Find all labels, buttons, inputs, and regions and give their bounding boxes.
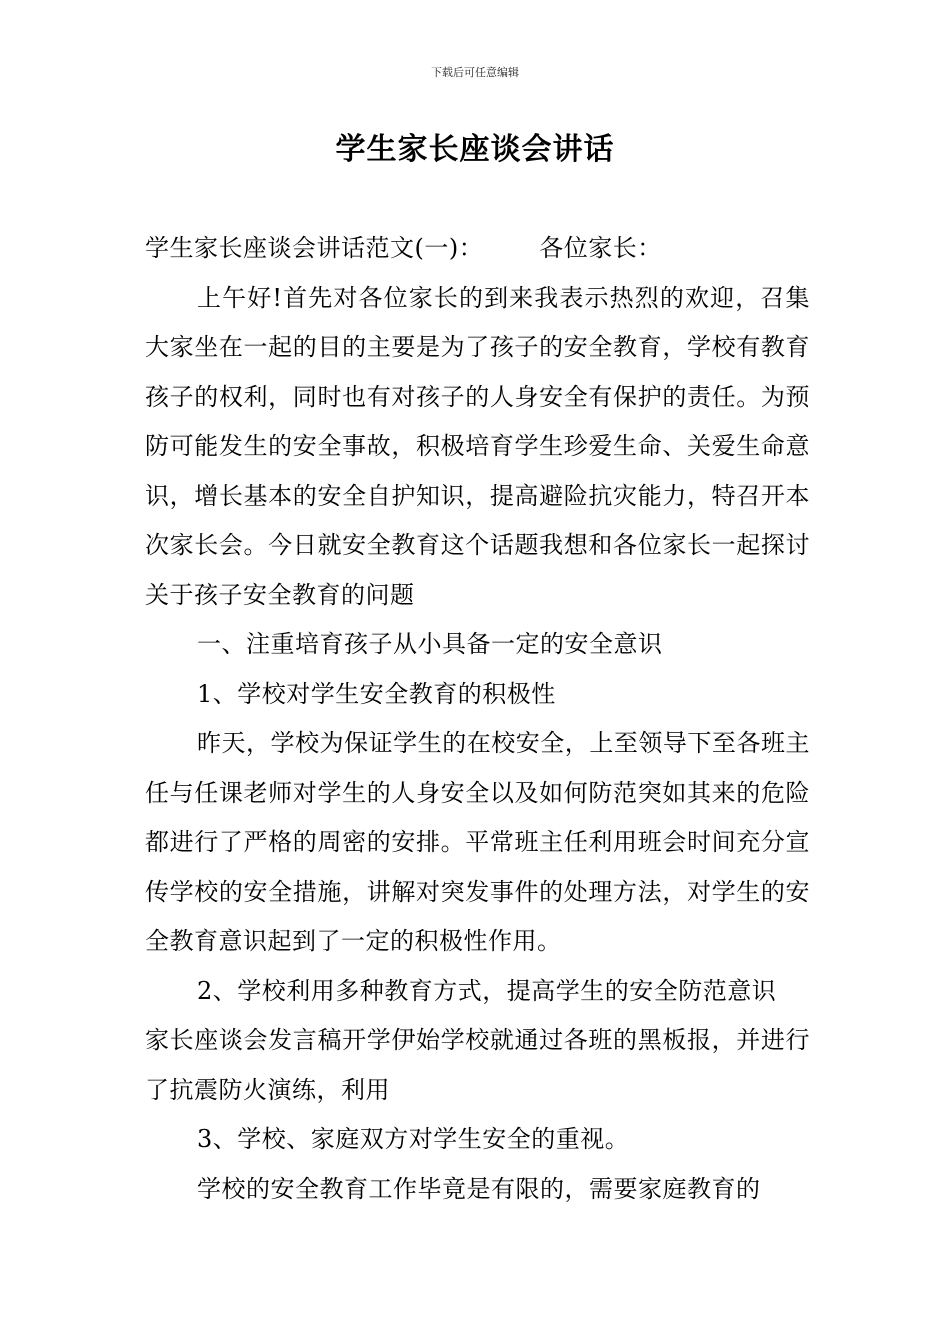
paragraph-school-activities: 家长座谈会发言稿开学伊始学校就通过各班的黑板报，并进行了抗震防火演练，利用 [145, 1026, 810, 1104]
intro-left-text: 学生家长座谈会讲话范文(一)： [145, 234, 484, 262]
subheading-one: 1、学校对学生安全教育的积极性 [197, 679, 556, 708]
subheading-two: 2、学校利用多种教育方式，提高学生的安全防范意识 [197, 976, 777, 1005]
paragraph-family-education: 学校的安全教育工作毕竟是有限的，需要家庭教育的 [197, 1174, 761, 1203]
header-note: 下载后可任意编辑 [431, 66, 519, 79]
heading-section-one: 一、注重培育孩子从小具备一定的安全意识 [197, 630, 663, 658]
greeting-text: 各位家长： [539, 234, 662, 262]
paragraph-school-safety: 昨天，学校为保证学生的在校安全，上至领导下至各班主任与任课老师对学生的人身安全以及如何防范突如其来的危险都进行了严格的周密的安排。平常班主任利用班会时间充分宣传学校的安全措施，讲解对突发事件的处理方法，对学生的安全教育意识起到了一定的积极性作用。 [145, 729, 810, 955]
intro-line [145, 224, 810, 274]
paragraph-opening: 上午好!首先对各位家长的到来我表示热烈的欢迎，召集大家坐在一起的目的主要是为了孩子的安全教育，学校有教育孩子的权利，同时也有对孩子的人身安全有保护的责任。为预防可能发生的安全事故，积极培育学生珍爱生命、关爱生命意识，增长基本的安全自护知识，提高避险抗灾能力，特召开本次家长会。今日就安全教育这个话题我想和各位家长一起探讨关于孩子安全教育的问题 [145, 283, 810, 609]
subheading-three: 3、学校、家庭双方对学生安全的重视。 [197, 1125, 630, 1153]
document-title: 学生家长座谈会讲话 [335, 132, 615, 167]
document-body [145, 224, 810, 1214]
